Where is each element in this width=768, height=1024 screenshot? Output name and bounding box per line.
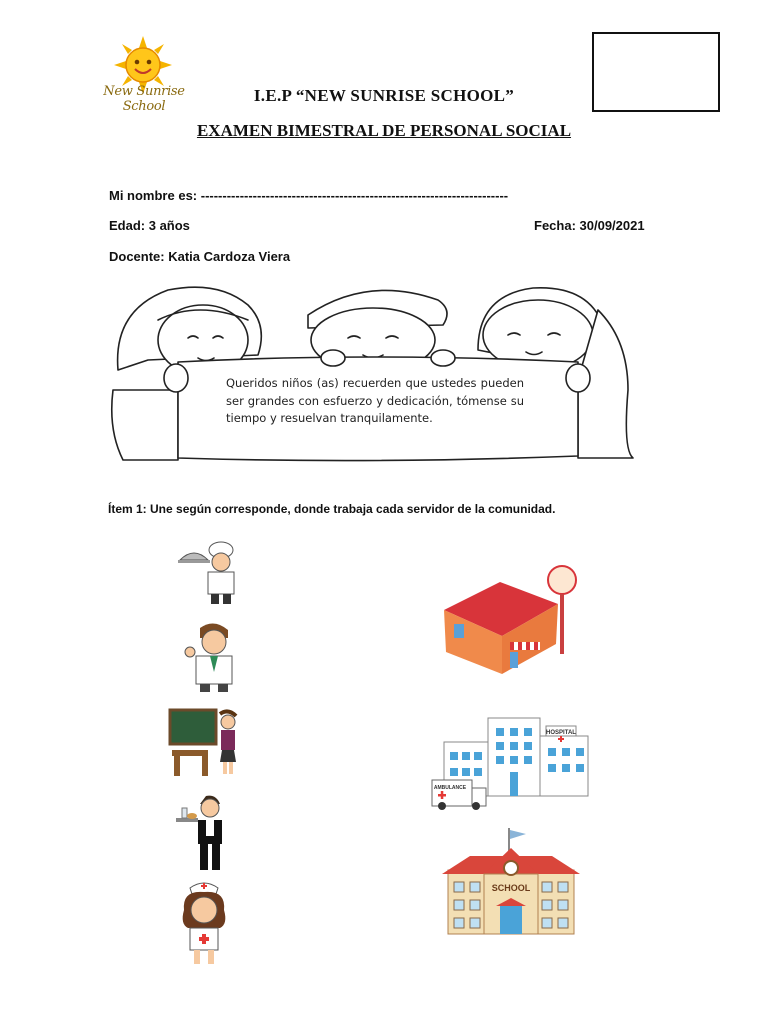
ambulance-label: AMBULANCE <box>433 785 467 791</box>
school-title: I.E.P “NEW SUNRISE SCHOOL” <box>253 86 515 105</box>
exam-title: EXAMEN BIMESTRAL DE PERSONAL SOCIAL <box>196 121 572 140</box>
school-icon <box>440 826 582 938</box>
waiter-icon <box>176 792 234 872</box>
chef-icon <box>176 540 246 608</box>
date-field: Fecha: 30/09/2021 <box>534 218 645 233</box>
children-banner <box>108 280 648 465</box>
restaurant-icon <box>440 564 580 676</box>
age-field: Edad: 3 años <box>109 218 190 233</box>
hospital-icon <box>430 714 590 810</box>
teacher-field: Docente: Katia Cardoza Viera <box>109 249 291 264</box>
item-1-title: Ítem 1: Une según corresponde, donde trabaja cada servidor de la comunidad. <box>108 502 556 516</box>
logo-text: New Sunrise School <box>103 84 185 114</box>
teacher-icon <box>168 708 242 778</box>
hospital-sign: HOSPITAL <box>546 730 576 736</box>
banner-message: Queridos niños (as) recuerden que ustedes pueden ser grandes con esfuerzo y dedicación, tómense su tiempo y resuelvan tranquilamente. <box>226 376 524 425</box>
nurse-icon <box>176 880 232 966</box>
doctor-icon <box>184 622 242 694</box>
student-name-field: Mi nombre es: ----------------------------------------------------------------------- <box>109 188 509 203</box>
school-sign: SCHOOL <box>491 883 531 893</box>
